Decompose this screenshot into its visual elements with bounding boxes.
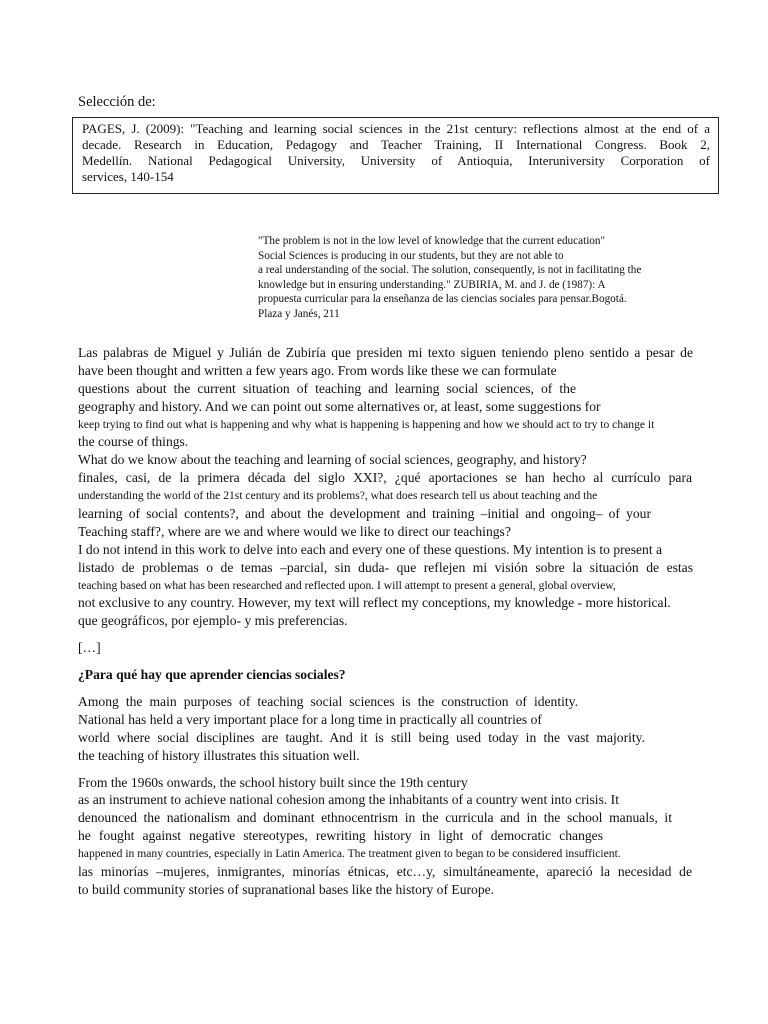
paragraph-line: world where social disciplines are taught. And it is still being used today in the vast majority. <box>78 729 645 745</box>
paragraph-line: the course of things. <box>78 434 189 450</box>
paragraph-line: not exclusive to any country. However, my text will reflect my conceptions, my knowledge - more historical. <box>78 595 671 611</box>
section-heading: ¿Para qué hay que aprender ciencias sociales? <box>78 667 346 683</box>
reference-line: decade. Research in Education, Pedagogy and Teacher Training, II International Congress. Book 2, <box>82 137 710 152</box>
paragraph-line: Among the main purposes of teaching social sciences is the construction of identity. <box>78 694 578 710</box>
paragraph-line: que geográficos, por ejemplo- y mis preferencias. <box>78 613 348 629</box>
paragraph-line: keep trying to find out what is happening and why what is happening is happening and how we should act to try to change it <box>78 417 655 431</box>
ellipsis-marker: […] <box>78 640 101 656</box>
body-text <box>78 344 720 899</box>
paragraph-line: denounced the nationalism and dominant ethnocentrism in the curricula and in the school manuals, it <box>78 810 672 826</box>
paragraph-line: What do we know about the teaching and learning of social sciences, geography, and history? <box>78 452 587 468</box>
reference-line: services, 140-154 <box>82 169 174 184</box>
epigraph-line: "The problem is not in the low level of knowledge that the current education" <box>258 235 606 247</box>
paragraph-line: teaching based on what has been researched and reflected upon. I will attempt to present a general, global overview, <box>78 578 616 592</box>
epigraph-line: Plaza y Janés, 211 <box>258 307 340 320</box>
paragraph-line: questions about the current situation of teaching and learning social sciences, of the <box>78 380 576 396</box>
paragraph-line: National has held a very important place for a long time in practically all countries of <box>78 711 542 727</box>
paragraph-line: listado de problemas o de temas –parcial, sin duda- que reflejen mi visión sobre la situación de estas <box>78 559 693 575</box>
paragraph-line: to build community stories of supranational bases like the history of Europe. <box>78 881 495 897</box>
epigraph-line: Social Sciences is producing in our students, but they are not able to <box>258 249 564 262</box>
paragraph-line: the teaching of history illustrates this situation well. <box>78 747 360 763</box>
reference-line: PAGES, J. (2009): "Teaching and learning social sciences in the 21st century: reflections almost at the end of a <box>82 121 710 136</box>
reference-line: Medellín. National Pedagogical University, University of Antioquia, Interuniversity Corporation of <box>82 153 710 168</box>
paragraph-line: happened in many countries, especially in Latin America. The treatment given to began to be considered insufficient. <box>78 847 621 861</box>
paragraph-line: Teaching staff?, where are we and where would we like to direct our teachings? <box>78 523 511 539</box>
epigraph-line: knowledge but in ensuring understanding." ZUBIRIA, M. and J. de (1987): A <box>258 278 606 291</box>
reference-box <box>72 117 719 194</box>
epigraph-quote <box>258 234 698 321</box>
paragraph-line: as an instrument to achieve national cohesion among the inhabitants of a country went into crisis. It <box>78 792 619 808</box>
paragraph-line: From the 1960s onwards, the school history built since the 19th century <box>78 774 468 790</box>
selection-label: Selección de: <box>78 94 156 110</box>
paragraph-line: learning of social contents?, and about the development and training –initial and ongoing– of your <box>78 506 651 522</box>
paragraph-line: finales, casi, de la primera década del siglo XXI?, ¿qué aportaciones se han hecho al currículo para <box>78 470 692 486</box>
paragraph-line: he fought against negative stereotypes, rewriting history in light of democratic changes <box>78 828 603 844</box>
paragraph-line: Las palabras de Miguel y Julián de Zubiría que presiden mi texto siguen teniendo pleno sentido a pesar de <box>78 345 693 360</box>
paragraph-line: las minorías –mujeres, inmigrantes, minorías étnicas, etc…y, simultáneamente, apareció la necesidad de <box>78 864 692 880</box>
epigraph-line: a real understanding of the social. The solution, consequently, is not in facilitating the <box>258 264 642 276</box>
paragraph-line: understanding the world of the 21st century and its problems?, what does research tell us about teaching and the <box>78 489 598 503</box>
paragraph-line: I do not intend in this work to delve into each and every one of these questions. My intention is to present a <box>78 541 663 557</box>
paragraph-line: geography and history. And we can point out some alternatives or, at least, some suggestions for <box>78 398 601 414</box>
epigraph-line: propuesta curricular para la enseñanza de las ciencias sociales para pensar.Bogotá. <box>258 293 627 305</box>
paragraph-line: have been thought and written a few years ago. From words like these we can formulate <box>78 362 557 378</box>
